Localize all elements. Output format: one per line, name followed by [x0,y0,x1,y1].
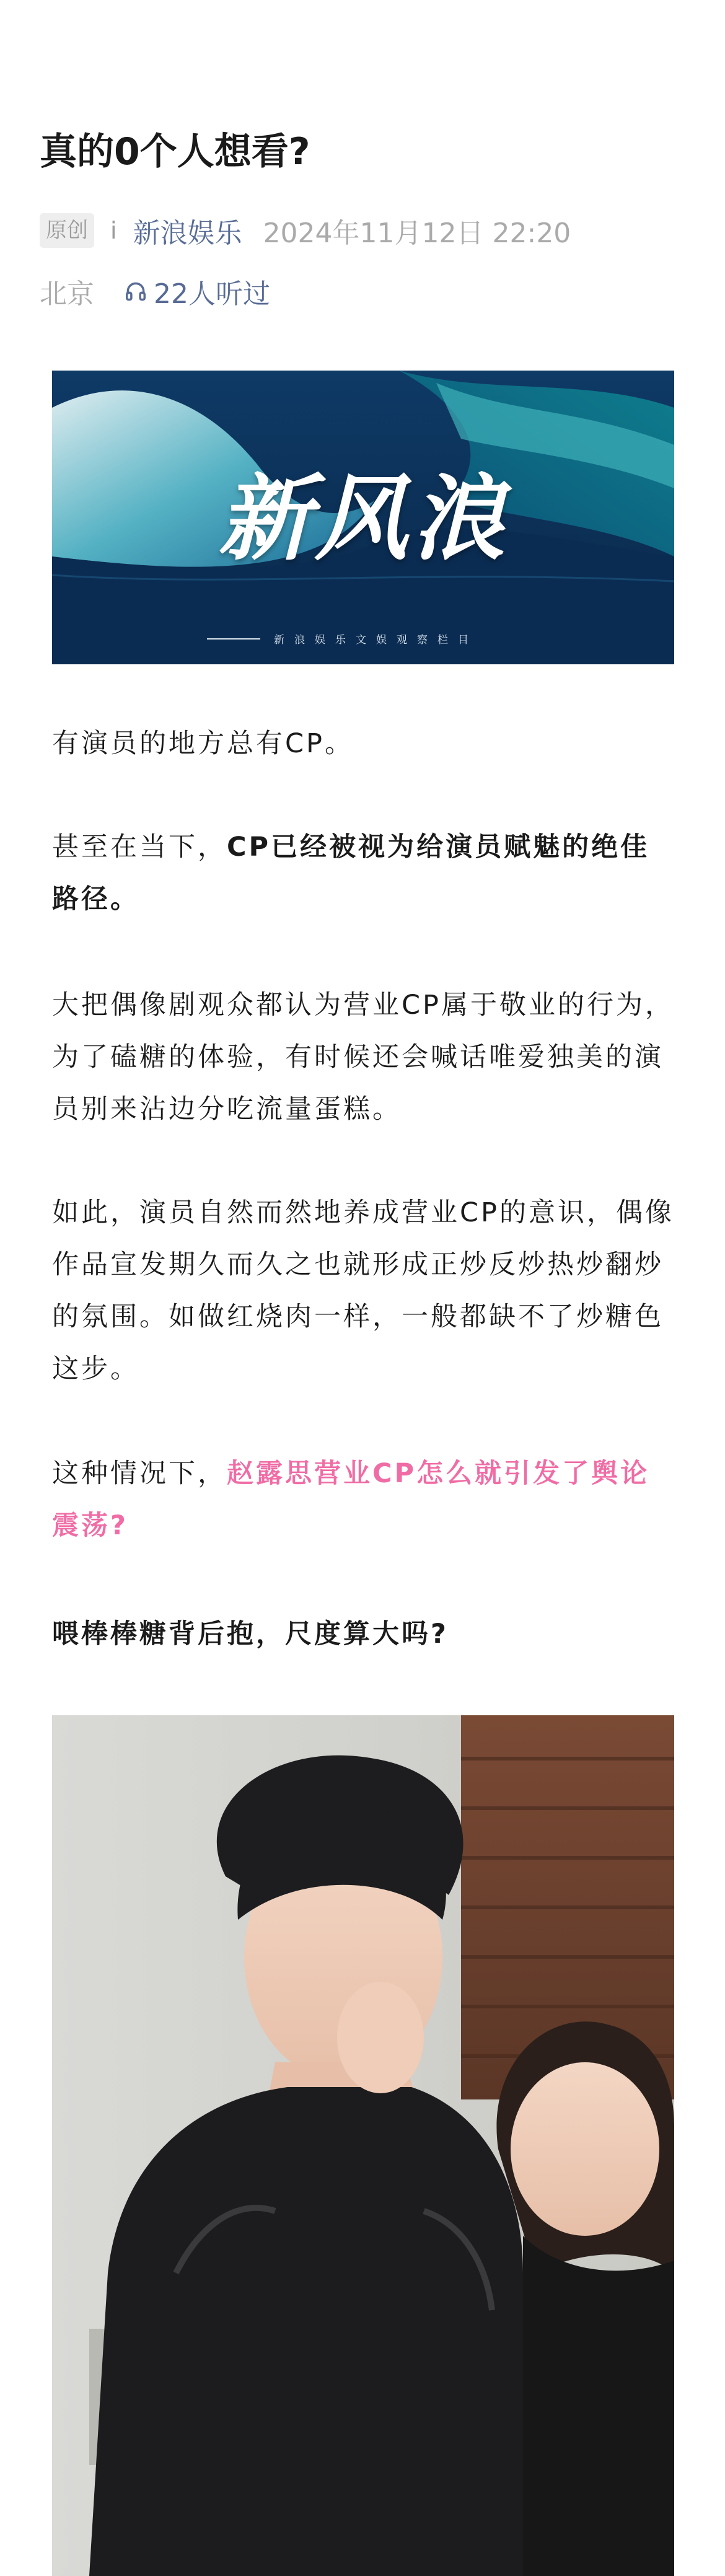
banner-title: 新风浪 [218,464,508,573]
banner-subtitle-row [207,631,478,646]
paragraph-1: 有演员的地方总有CP。 [52,728,354,759]
article-title: 真的0个人想看? [40,130,310,174]
paragraph-2 [52,821,674,925]
article-photo[interactable] [52,1715,674,2576]
paragraph-2-prefix: 甚至在当下， [52,832,227,863]
account-name-link[interactable]: 新浪娱乐 [133,218,242,249]
paragraph-2-bold: CP已经被视为给演员赋魅的绝佳路径。 [52,832,650,915]
headphones-icon [124,279,147,303]
paragraph-5 [52,1448,674,1552]
subtitle-dash [207,638,260,640]
article-meta-row [40,212,571,249]
paragraph-5-prefix: 这种情况下， [52,1458,227,1489]
listen-count: 22人听过 [154,278,270,310]
article-meta-row-2 [40,273,270,310]
listen-button[interactable] [124,271,270,311]
highlight-text: 赵露思营业CP怎么就引发了舆论震荡? [52,1458,650,1541]
publish-location: 北京 [40,278,94,310]
banner-subtitle: 新浪娱乐文娱观察栏目 [274,634,478,646]
paragraph-4: 如此，演员自然而然地养成营业CP的意识，偶像作品宣发期久而久之也就形成正炒反炒热炒翻炒的氛围。如做红烧肉一样，一般都缺不了炒糖色这步。 [52,1197,674,1384]
original-badge: 原创 [40,213,94,248]
photo-illustration [52,1715,674,2576]
meta-separator: i [110,217,117,244]
paragraph-3: 大把偶像剧观众都认为营业CP属于敬业的行为，为了磕糖的体验，有时候还会喊话唯爱独美的演员别来沾边分吃流量蛋糕。 [52,990,674,1125]
section-heading: 喂棒棒糖背后抱，尺度算大吗? [52,1619,449,1650]
column-banner-image [52,371,674,664]
publish-date: 2024年11月12日 22:20 [263,218,571,249]
